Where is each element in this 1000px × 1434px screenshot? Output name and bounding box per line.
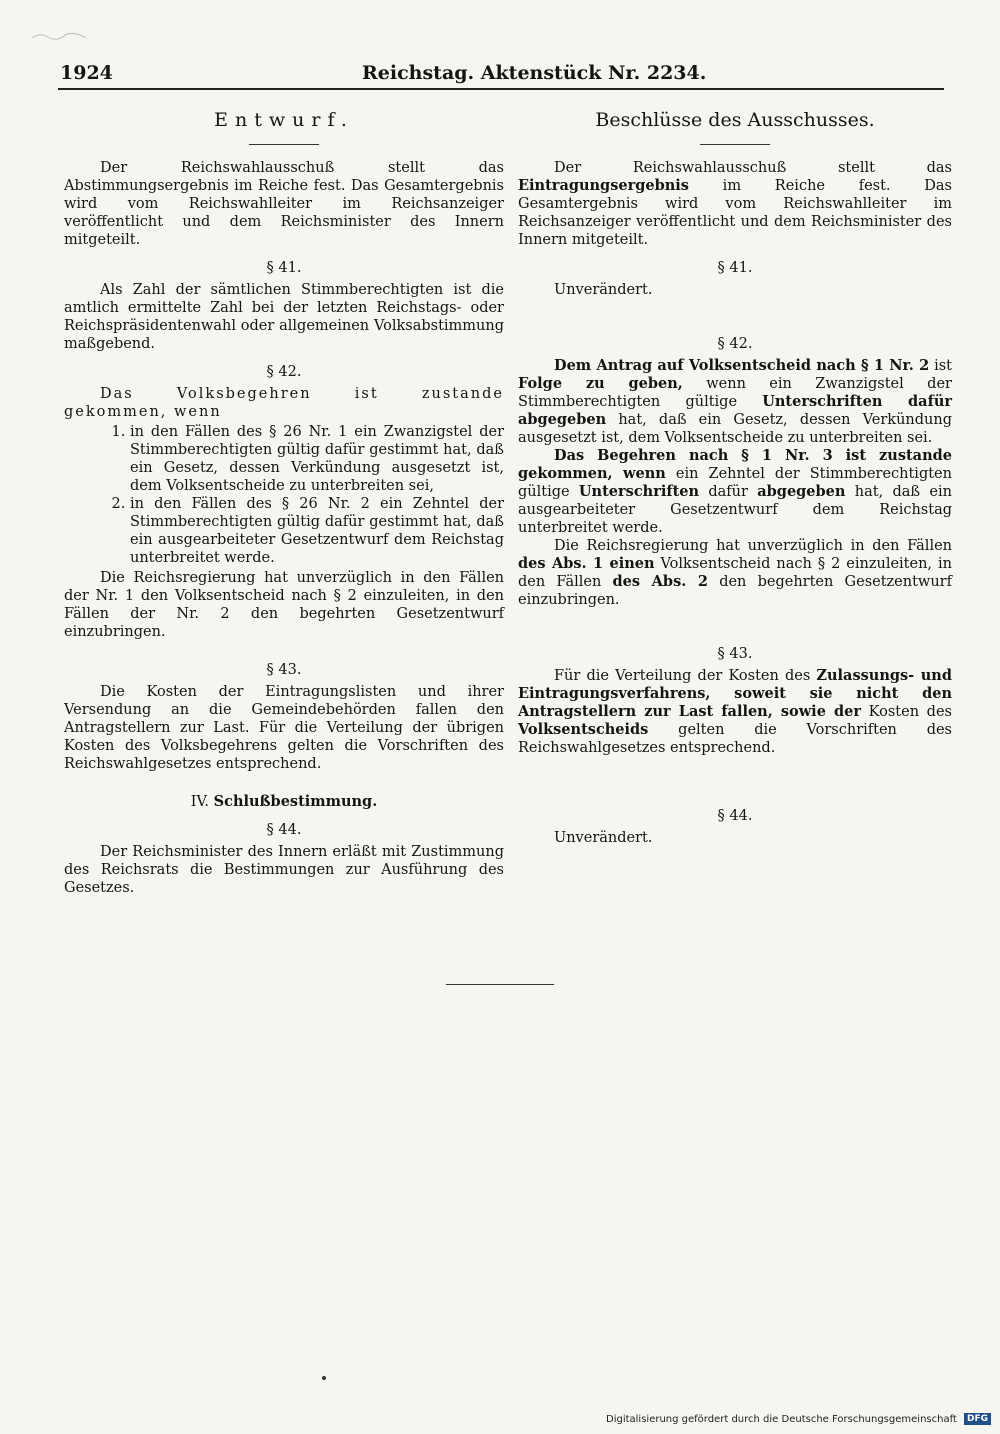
- right-section-42-title: § 42.: [717, 336, 753, 352]
- left-section-42-item-2: 2. in den Fällen des § 26 Nr. 2 ein Zehntel der Stimmberechtigten gültig dafür gestimmt hat, daß ein ausgearbeiteter Gesetzentwurf dem Reichstag unterbreitet werde.: [130, 495, 504, 567]
- header-rule: [58, 88, 944, 90]
- footer-text: Digitalisierung gefördert durch die Deutsche Forschungsgemeinschaft: [606, 1414, 957, 1425]
- left-section-44-text: Der Reichsminister des Innern erläßt mit Zustimmung des Reichsrats die Bestimmungen zur Ausführung des Gesetzes.: [64, 844, 504, 896]
- digitization-footer: [606, 1413, 991, 1425]
- end-rule: [446, 984, 554, 985]
- left-section-43-text: Die Kosten der Eintragungslisten und ihrer Versendung an die Gemeindebehörden fallen den Antragstellern zur Last. Für die Verteilung der übrigen Kosten des Volksbegehrens gelten die Vorschriften des Reichswahlgesetzes entsprechend.: [64, 684, 504, 772]
- right-column-committee-resolutions: [518, 108, 952, 847]
- left-section-43-title: § 43.: [266, 662, 302, 678]
- right-intro-paragraph: Der Reichswahlausschuß stellt das Eintragungsergebnis im Reiche fest. Das Gesamtergebnis wird vom Reichswahlleiter im Reichsanzeiger veröffentlicht und dem Reichsminister des Innern mitgeteilt.: [518, 160, 952, 248]
- left-part-iv-title: Schlußbestimmung.: [213, 793, 378, 810]
- left-section-44-title: § 44.: [266, 822, 302, 838]
- right-column-heading: Beschlüsse des Ausschusses.: [595, 109, 875, 131]
- page-number: 1924: [60, 62, 113, 84]
- left-section-42-intro: Das Volksbegehren ist zustande gekommen, wenn: [64, 386, 504, 420]
- left-section-42-title: § 42.: [266, 364, 302, 380]
- heading-rule: [249, 144, 319, 145]
- scan-stamp-mark: [30, 30, 90, 42]
- heading-rule: [700, 144, 770, 145]
- left-part-iv-number: IV.: [190, 794, 210, 810]
- right-section-41-title: § 41.: [717, 260, 753, 276]
- left-column-heading: Entwurf.: [214, 109, 354, 131]
- left-intro-paragraph: Der Reichswahlausschuß stellt das Abstimmungsergebnis im Reiche fest. Das Gesamtergebnis wird vom Reichswahlleiter im Reichsanzeiger veröffentlicht und dem Reichsminister des Innern mitgeteilt.: [64, 160, 504, 248]
- right-section-41-text: Unverändert.: [554, 282, 653, 298]
- right-section-42-para-3: Die Reichsregierung hat unverzüglich in den Fällen des Abs. 1 einen Volksentscheid nach § 2 einzuleiten, in den Fällen des Abs. 2 den begehrten Gesetzentwurf einzubringen.: [518, 538, 952, 608]
- right-section-42-para-1: Dem Antrag auf Volksentscheid nach § 1 Nr. 2 ist Folge zu geben, wenn ein Zwanzigstel der Stimmberechtigten gültige Unterschriften dafür abgegeben hat, daß ein Gesetz, dessen Verkündung ausgesetzt ist, dem Volksentscheide zu unterbreiten sei.: [518, 357, 952, 446]
- left-column-draft: [64, 108, 504, 897]
- left-section-41-text: Als Zahl der sämtlichen Stimmberechtigten ist die amtlich ermittelte Zahl bei der letzten Reichstags- oder Reichspräsidentenwahl oder allgemeinen Volksabstimmung maßgebend.: [64, 282, 504, 352]
- left-part-iv-heading: [64, 793, 504, 811]
- left-section-42-item-1: 1. in den Fällen des § 26 Nr. 1 ein Zwanzigstel der Stimmberechtigten gültig dafür gestimmt hat, daß ein Gesetz, dessen Verkündung ausgesetzt ist, dem Volksentscheide zu unterbreiten sei,: [130, 423, 504, 495]
- running-header-title: Reichstag. Aktenstück Nr. 2234.: [362, 62, 707, 84]
- right-section-44-text: Unverändert.: [554, 830, 653, 846]
- left-section-42-text: Die Reichsregierung hat unverzüglich in den Fällen der Nr. 1 den Volksentscheid nach § 2 einzuleiten, in den Fällen der Nr. 2 den begehrten Gesetzentwurf einzubringen.: [64, 570, 504, 640]
- right-section-43-text: Für die Verteilung der Kosten des Zulassungs- und Eintragungsverfahrens, soweit sie nicht den Antragstellern zur Last fallen, sowie der Kosten des Volksentscheids gelten die Vorschriften des Reichswahlgesetzes entsprechend.: [518, 667, 952, 756]
- scan-dot: [322, 1376, 326, 1380]
- right-section-42-para-2: Das Begehren nach § 1 Nr. 3 ist zustande gekommen, wenn ein Zehntel der Stimmberechtigten gültige Unterschriften dafür abgegeben hat, daß ein ausgearbeiteter Gesetzentwurf dem Reichstag unterbreitet werde.: [518, 447, 952, 536]
- right-section-44-title: § 44.: [717, 808, 753, 824]
- left-section-41-title: § 41.: [266, 260, 302, 276]
- dfg-logo: DFG: [964, 1413, 991, 1425]
- right-section-43-title: § 43.: [717, 646, 753, 662]
- left-section-42-list: [64, 423, 504, 567]
